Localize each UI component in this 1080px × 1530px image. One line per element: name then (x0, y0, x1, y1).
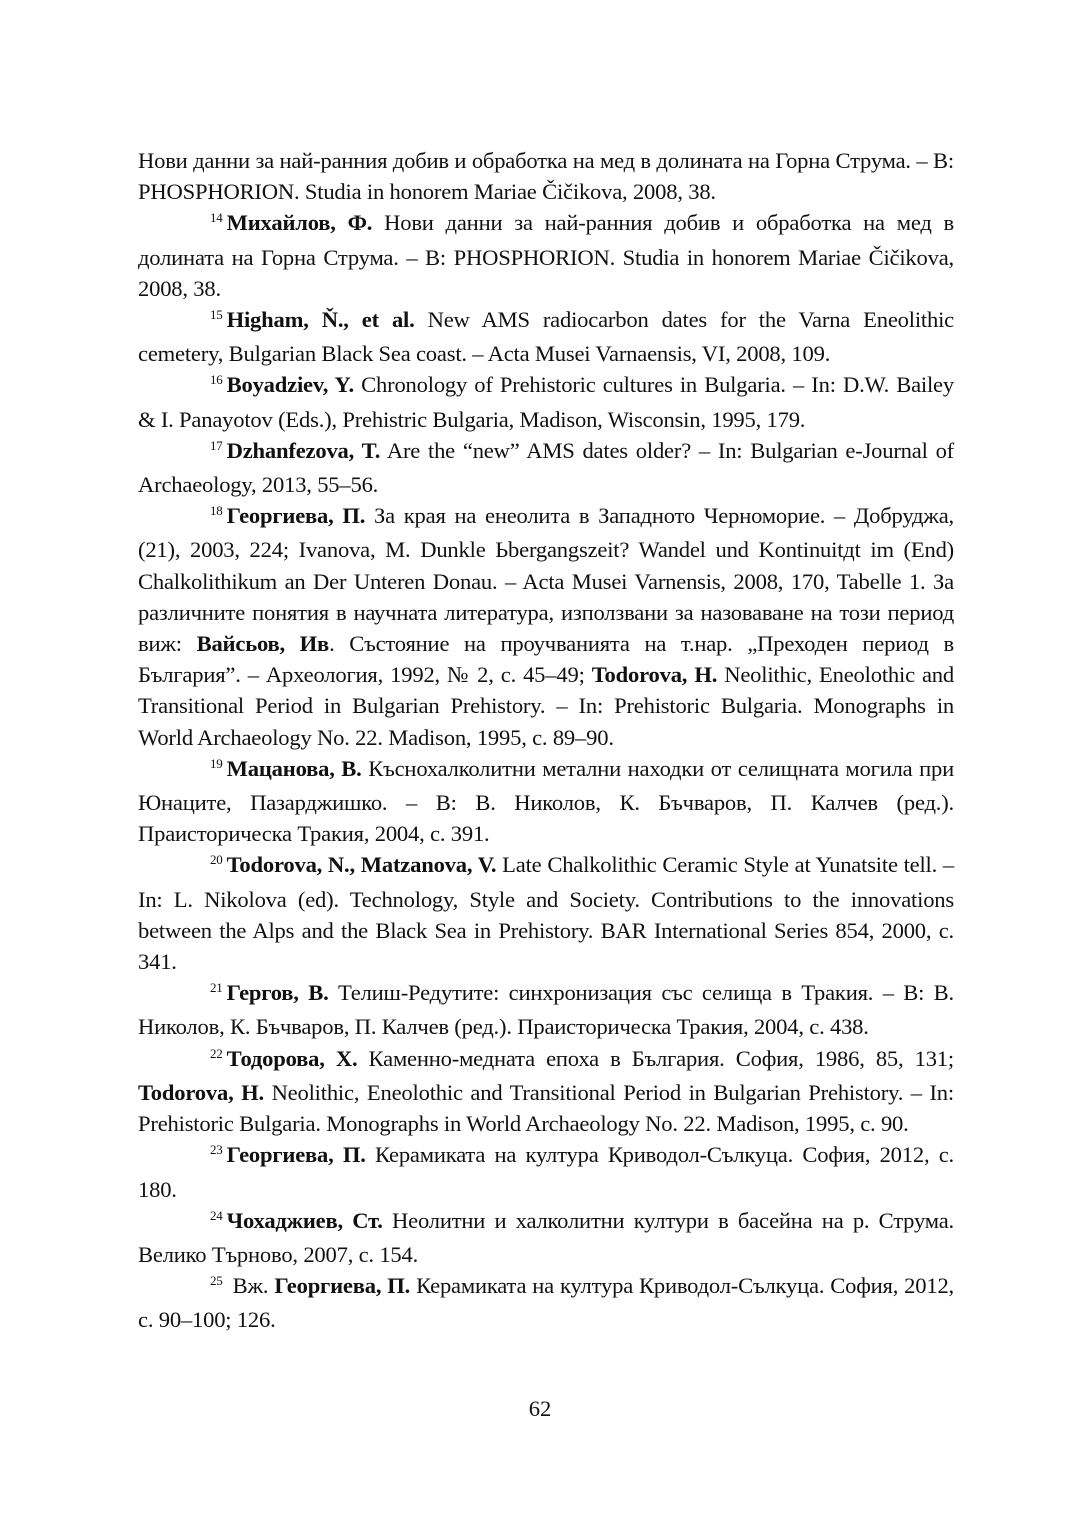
footnote-text: . Състояние на проучванията на т.нар. „Преходен период в България”. – Археология, 1992, № 2, с. 45–49; (138, 631, 955, 688)
footnote-17 (138, 435, 954, 500)
footnote-19 (138, 753, 954, 850)
footnote-number: 15 (210, 307, 223, 323)
footnote-prefix: Вж. (226, 1273, 275, 1299)
page-number: 62 (528, 1396, 552, 1421)
footnote-text: Каменно-медната епоха в България. София, 1986, 85, 131; (357, 1045, 954, 1071)
footnote-number: 21 (210, 980, 223, 996)
footnote-number: 16 (210, 372, 223, 388)
footnote-14 (138, 207, 954, 304)
footnote-25 (138, 1270, 954, 1335)
footnote-author: Higham, Ň., et al. (226, 307, 415, 333)
footnote-author: Георгиева, П. (274, 1273, 411, 1299)
footnote-text: Неолитни и халколитни култури в басейна на р. Струма. Велико Търново, 2007, с. 154. (138, 1207, 955, 1267)
footnote-text: Керамиката на култура Криводол-Сълкуца. София, 2012, с. 90–100; 126. (138, 1273, 954, 1333)
footnote-number: 17 (210, 437, 223, 453)
footnote-author: Boyadziev, Y. (226, 372, 354, 398)
footnote-author: Михайлов, Ф. (226, 210, 373, 236)
footnote-text: Late Chalkolithic Ceramic Style at Yunatsite tell. – In: L. Nikolova (ed). Technology, Style and Society. Contributions to the innovations between the Alps and the Black Sea in Prehistory. BAR International Series 854, 2000, с. 341. (138, 852, 954, 975)
footnote-author: Тодорова, Х. (226, 1045, 358, 1071)
footnote-author: Вайсьов, Ив (196, 631, 330, 657)
footnotes-block (138, 145, 954, 1336)
footnote-text: Chronology of Prehistoric cultures in Bulgaria. – In: D.W. Bailey & I. Panayotov (Eds.), Prehistric Bulgaria, Madison, Wisconsin, 1995, 179. (138, 372, 954, 432)
footnote-23 (138, 1139, 954, 1204)
footnote-15 (138, 304, 954, 369)
footnote-number: 23 (210, 1142, 223, 1158)
footnote-text: Къснохалколитни метални находки от селищната могила при Юнаците, Пазарджишко. – В: В. Николов, К. Бъчваров, П. Калчев (ред.). Праисторическа Тракия, 2004, с. 391. (138, 755, 954, 847)
footnote-number: 14 (210, 210, 223, 226)
footnote-author: Dzhanfezova, T. (226, 437, 381, 463)
footnote-text: Керамиката на култура Криводол-Сълкуца. София, 2012, с. 180. (138, 1142, 954, 1202)
footnote-author: Todorova, H. (591, 662, 718, 688)
footnote-number: 19 (210, 755, 223, 771)
footnote-text: Телиш-Редутите: синхронизация със селища в Тракия. – В: В. Николов, К. Бъчваров, П. Калчев (ред.). Праисторическа Тракия, 2004, с. 438. (138, 980, 954, 1040)
footnote-21 (138, 977, 954, 1042)
footnote-22 (138, 1043, 954, 1140)
footnote-24 (138, 1205, 954, 1270)
footnote-number: 24 (210, 1207, 223, 1223)
footnote-number: 25 (210, 1273, 223, 1289)
footnote-number: 18 (210, 503, 223, 519)
footnote-text: Neolithic, Eneolothic and Transitional Period in Bulgarian Prehistory. – In: Prehistoric Bulgaria. Monographs in World Archaeology No. 22. Madison, 1995, с. 89–90. (138, 662, 955, 750)
footnote-continuation: Нови данни за най-ранния добив и обработка на мед в долината на Горна Струма. – В: PHOSPHORION. Studia in honorem Mariae Čičikova, 2008, 38. (138, 148, 954, 205)
footnote-20 (138, 849, 954, 977)
footnote-18 (138, 500, 954, 753)
footnote-16 (138, 369, 954, 434)
footnote-text: Neolithic, Eneolothic and Transitional Period in Bulgarian Prehistory. – In: Prehistoric Bulgaria. Monographs in World Archaeology No. 22. Madison, 1995, с. 90. (138, 1079, 954, 1137)
footnote-text: Нови данни за най-ранния добив и обработка на мед в долината на Горна Струма. – В: PHOSPHORION. Studia in honorem Mariae Čičikova, 2008, 38. (138, 210, 954, 301)
footnote-author: Чохаджиев, Ст. (226, 1207, 383, 1233)
footnote-author: Георгиева, П. (226, 1142, 366, 1168)
footnote-author: Todorova, H. (138, 1079, 264, 1105)
footnote-number: 22 (210, 1045, 223, 1061)
footnote-author: Гергов, В. (226, 980, 329, 1006)
footnote-author: Мацанова, В. (226, 755, 362, 781)
footnote-number: 20 (210, 852, 223, 868)
footnote-author: Георгиева, П. (226, 503, 366, 529)
footnote-text: New AMS radiocarbon dates for the Varna Eneolithic cemetery, Bulgarian Black Sea coast. – Acta Musei Varnaensis, VI, 2008, 109. (138, 307, 955, 367)
footnote-author: Todorova, N., Matzanova, V. (226, 852, 497, 878)
footnote-text: Are the “new” AMS dates older? – In: Bulgarian e-Journal of Archaeology, 2013, 55–56. (138, 437, 954, 498)
footnote-text: За края на енеолита в Западното Черноморие. – Добруджа, (21), 2003, 224; Ivanova, M. Dunkle Ьbergangszeit? Wandel und Kontinuitдt im (End) Chalkolithikum an Der Unteren Donau. – Acta Musei Varnensis, 2008, 170, Tabelle 1. За различните понятия в научната литература, използвани за назоваване на този период виж: (138, 503, 954, 657)
